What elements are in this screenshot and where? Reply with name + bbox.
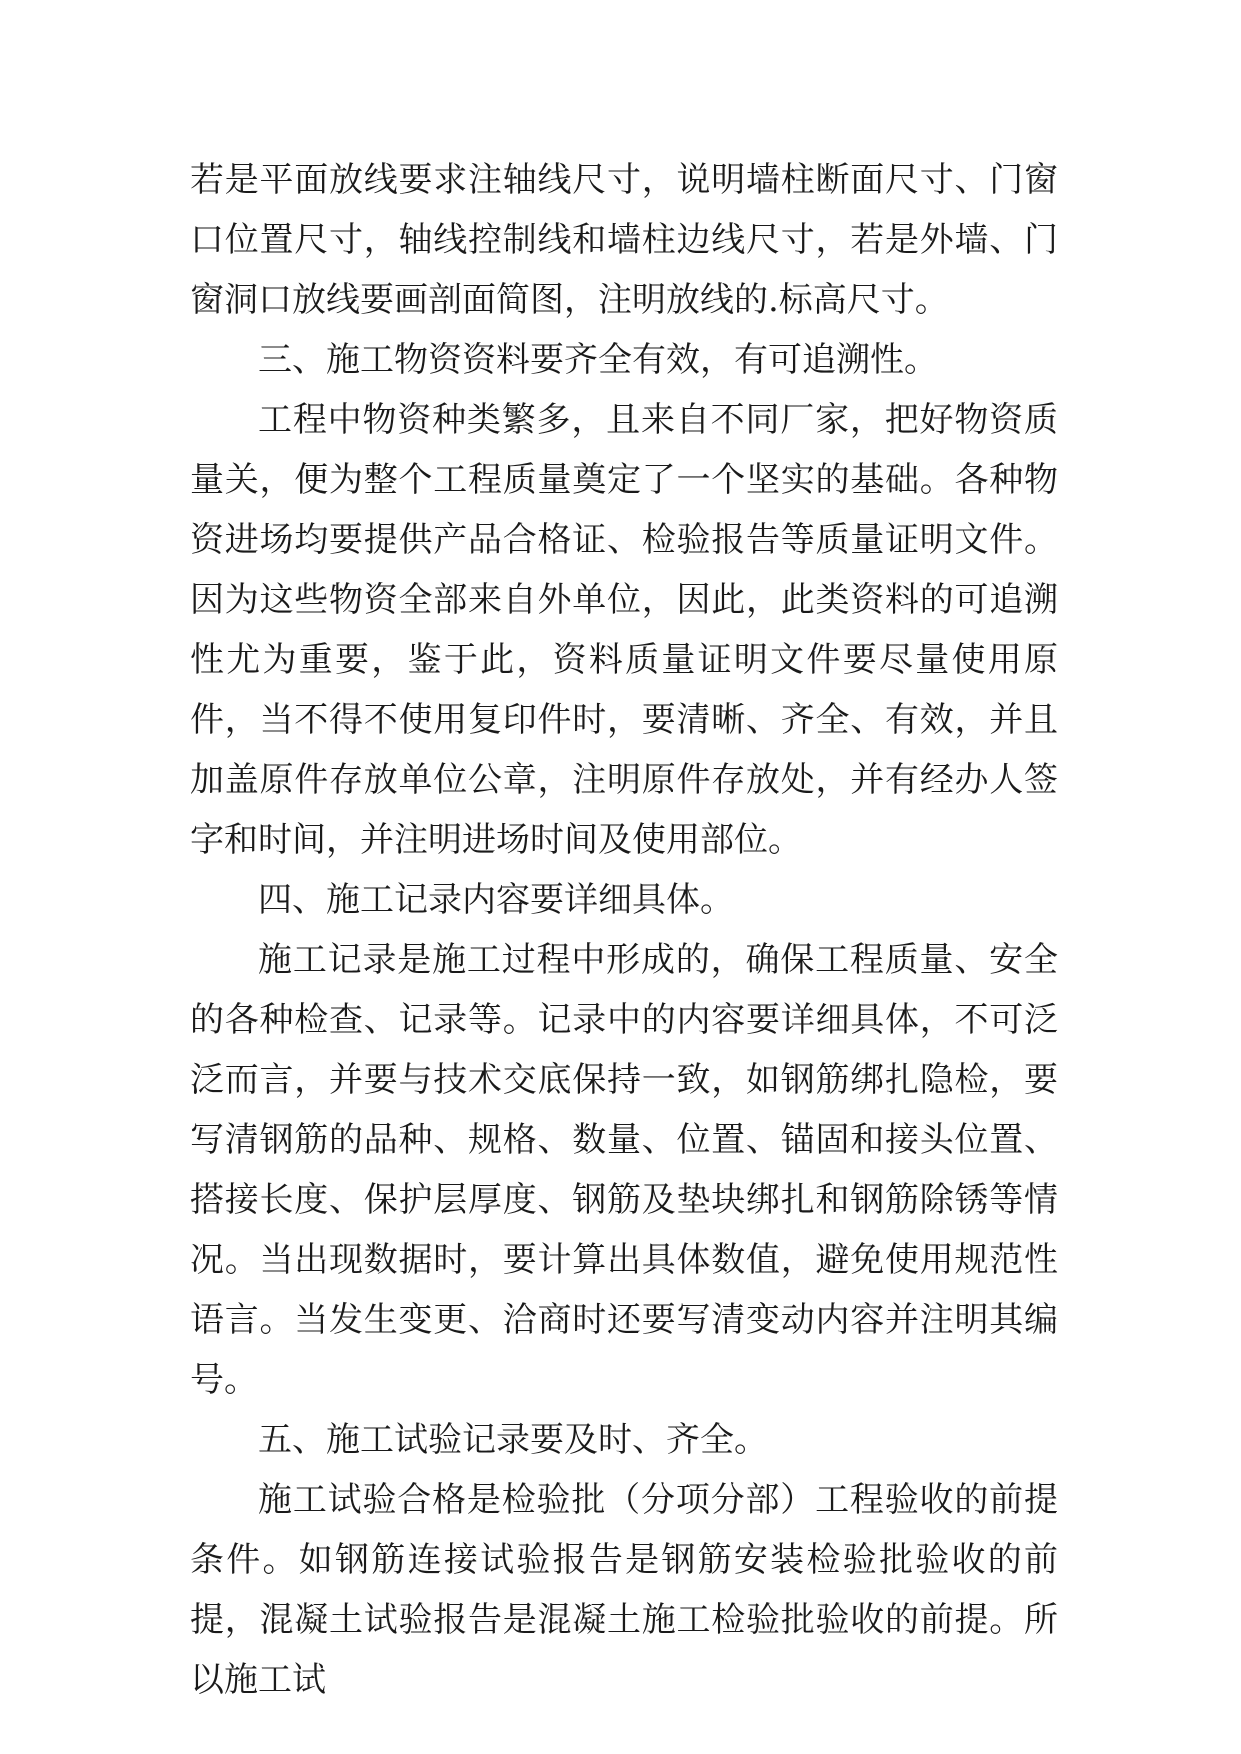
paragraph-layout-note: 若是平面放线要求注轴线尺寸，说明墙柱断面尺寸、门窗口位置尺寸，轴线控制线和墙柱边线尺寸，若是外墙、门窗洞口放线要画剖面简图，注明放线的.标高尺寸。	[190, 160, 1058, 320]
paragraph-construction-records: 施工记录是施工过程中形成的，确保工程质量、安全的各种检查、记录等。记录中的内容要详细具体，不可泛泛而言，并要与技术交底保持一致，如钢筋绑扎隐检，要写清钢筋的品种、规格、数量、位置、锚固和接头位置、搭接长度、保护层厚度、钢筋及垫块绑扎和钢筋除锈等情况。当出现数据时，要计算出具体数值，避免使用规范性语言。当发生变更、洽商时还要写清变动内容并注明其编号。	[190, 940, 1058, 1400]
section-heading-5: 五、施工试验记录要及时、齐全。	[258, 1420, 768, 1460]
section-heading-4: 四、施工记录内容要详细具体。	[258, 880, 734, 920]
section-heading-3: 三、施工物资资料要齐全有效，有可追溯性。	[258, 340, 938, 380]
document-body	[190, 150, 1058, 1710]
paragraph-test-records: 施工试验合格是检验批（分项分部）工程验收的前提条件。如钢筋连接试验报告是钢筋安装检验批验收的前提，混凝土试验报告是混凝土施工检验批验收的前提。所以施工试	[190, 1480, 1058, 1700]
paragraph-materials: 工程中物资种类繁多，且来自不同厂家，把好物资质量关，便为整个工程质量奠定了一个坚实的基础。各种物资进场均要提供产品合格证、检验报告等质量证明文件。因为这些物资全部来自外单位，因此，此类资料的可追溯性尤为重要，鉴于此，资料质量证明文件要尽量使用原件，当不得不使用复印件时，要清晰、齐全、有效，并且加盖原件存放单位公章，注明原件存放处，并有经办人签字和时间，并注明进场时间及使用部位。	[190, 400, 1058, 860]
